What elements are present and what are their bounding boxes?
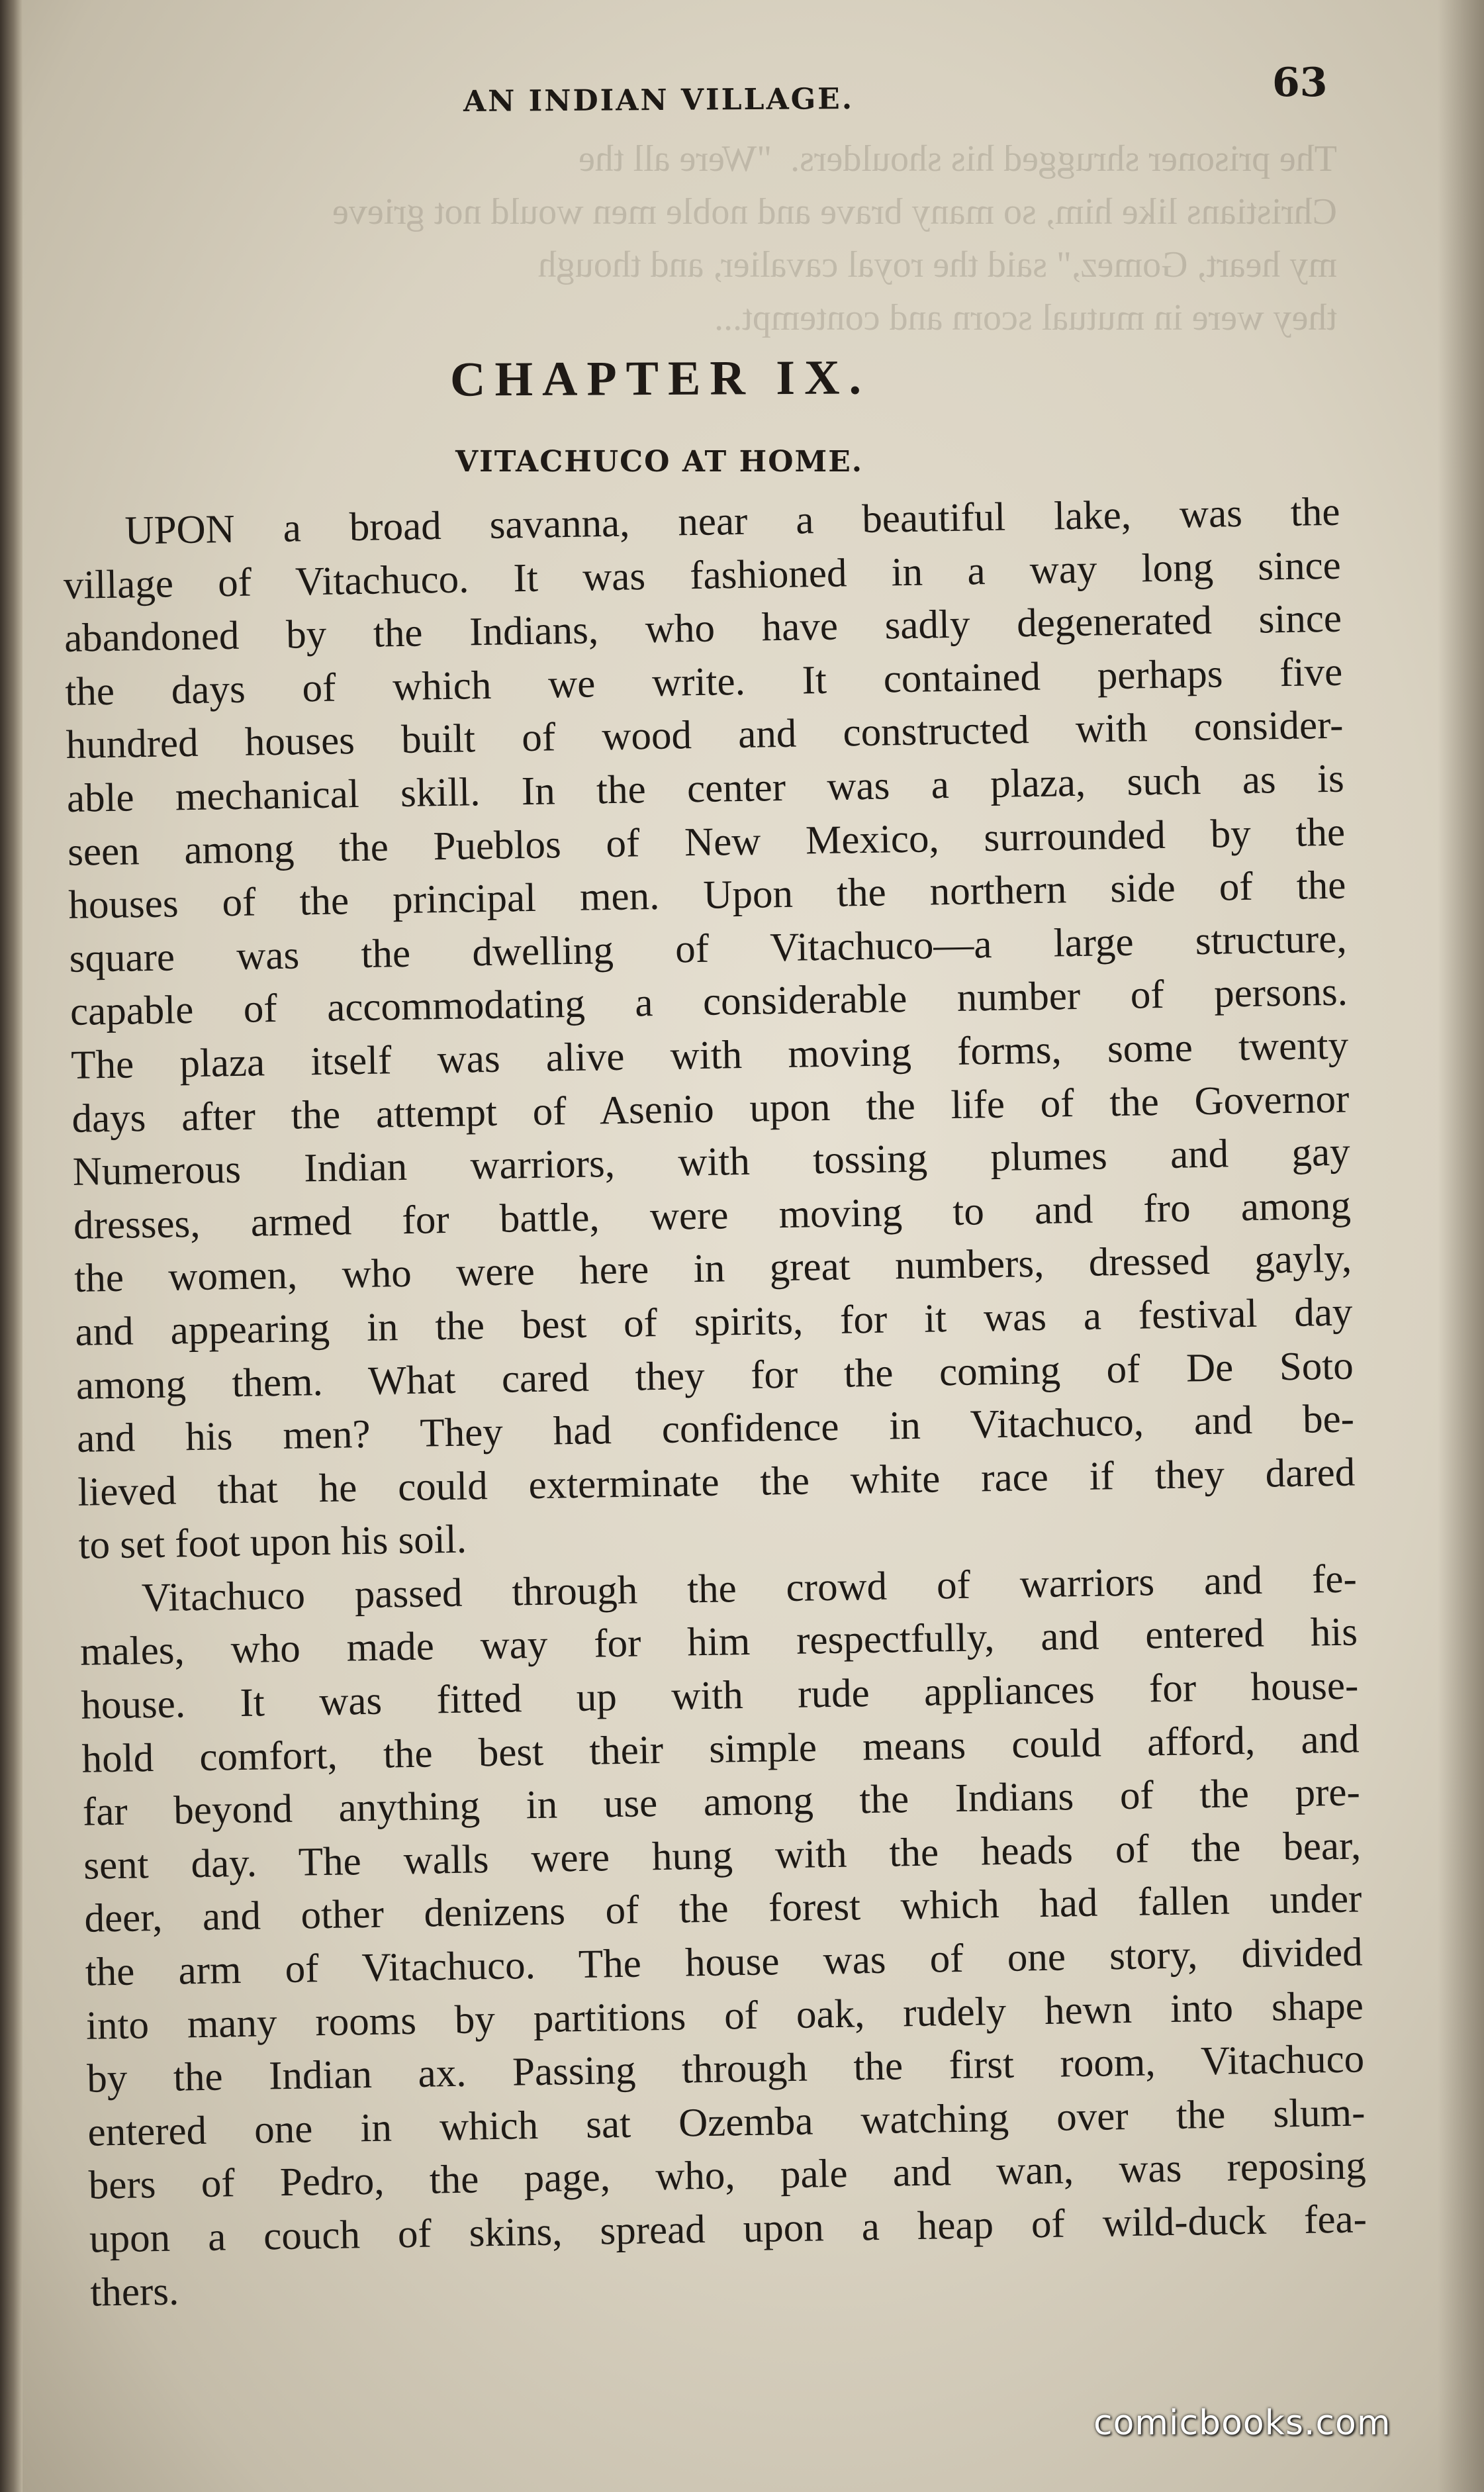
text-line: far beyond anything in use among the Indians of the pre- (82, 1770, 1361, 1835)
page-number: 63 (1272, 60, 1328, 106)
text-line: the days of which we write. It contained perhaps five (64, 649, 1343, 714)
text-line: house. It was fitted up with rude appliances for house- (80, 1663, 1359, 1728)
text-line: sent day. The walls were hung with the heads of the bear, (83, 1823, 1362, 1888)
text-line: UPON a broad savanna, near a beautiful lake, was the (124, 489, 1340, 553)
text-line: hold comfort, the best their simple means could afford, and (81, 1717, 1360, 1782)
text-line: bers of Pedro, the page, who, pale and wan, was reposing (88, 2143, 1367, 2209)
text-line: hundred houses built of wood and constructed with consider- (66, 703, 1344, 768)
body-text (62, 486, 1368, 2320)
text-line: village of Vitachuco. It was fashioned in a way long since (63, 543, 1342, 608)
text-line: seen among the Pueblos of New Mexico, surrounded by the (67, 810, 1346, 875)
text-line: upon a couch of skins, spread upon a heap of wild-duck fea- (89, 2197, 1368, 2262)
running-head: AN INDIAN VILLAGE. (463, 81, 855, 119)
text-line: the women, who were here in great numbers, dressed gayly, (73, 1236, 1352, 1302)
text-line: able mechanical skill. In the center was a plaza, such as is (66, 756, 1345, 821)
text-line: lieved that he could exterminate the white race if they dared (77, 1450, 1356, 1515)
site-watermark: comicbooks.com (1093, 2403, 1391, 2443)
paragraph (79, 1553, 1368, 2319)
text-line: The plaza itself was alive with moving forms, some twenty (70, 1023, 1349, 1088)
text-line: and his men? They had confidence in Vitachuco, and be- (76, 1396, 1355, 1461)
text-line: to set foot upon his soil. (78, 1517, 467, 1568)
text-line: Vitachuco passed through the crowd of warriors and fe- (141, 1557, 1358, 1621)
text-line: into many rooms by partitions of oak, rudely hewn into shape (85, 1984, 1364, 2048)
text-line: dresses, armed for battle, were moving to and fro among (73, 1183, 1352, 1248)
paragraph (62, 486, 1356, 1573)
page-edge-shadow (1438, 0, 1484, 2492)
text-line: houses of the principal men. Upon the northern side of the (68, 863, 1346, 928)
text-line: the arm of Vitachuco. The house was of one story, divided (85, 1930, 1364, 1995)
text-line: males, who made way for him respectfully, and entered his (79, 1609, 1358, 1675)
text-line: and appearing in the best of spirits, for it was a festival day (75, 1290, 1353, 1355)
text-line: square was the dwelling of Vitachuco—a large structure, (69, 916, 1348, 981)
chapter-subtitle: VITACHUCO AT HOME. (455, 445, 864, 479)
text-line: days after the attempt of Asenio upon the life of the Governor (71, 1077, 1350, 1141)
chapter-title: CHAPTER IX. (449, 350, 871, 407)
text-line: entered one in which sat Ozemba watching over the slum- (87, 2090, 1366, 2155)
text-line: among them. What cared they for the coming of De Soto (75, 1343, 1354, 1408)
page-gutter-shadow (0, 0, 23, 2492)
text-line: capable of accommodating a considerable number of persons. (70, 969, 1348, 1035)
text-line: abandoned by the Indians, who have sadly degenerated since (64, 596, 1342, 661)
show-through-text: The prisoner shrugged his shoulders. "Were all the Christians like him, so many brave and noble men would not grieve my heart, Gomez," said the royal cavalier, and though they were in mutual scorn and contempt... (332, 138, 1337, 338)
text-line: Numerous Indian warriors, with tossing plumes and gay (72, 1129, 1351, 1194)
text-line: by the Indian ax. Passing through the first room, Vitachuco (86, 2037, 1365, 2101)
text-line: thers. (89, 2269, 179, 2315)
text-line: deer, and other denizens of the forest which had fallen under (84, 1876, 1362, 1942)
